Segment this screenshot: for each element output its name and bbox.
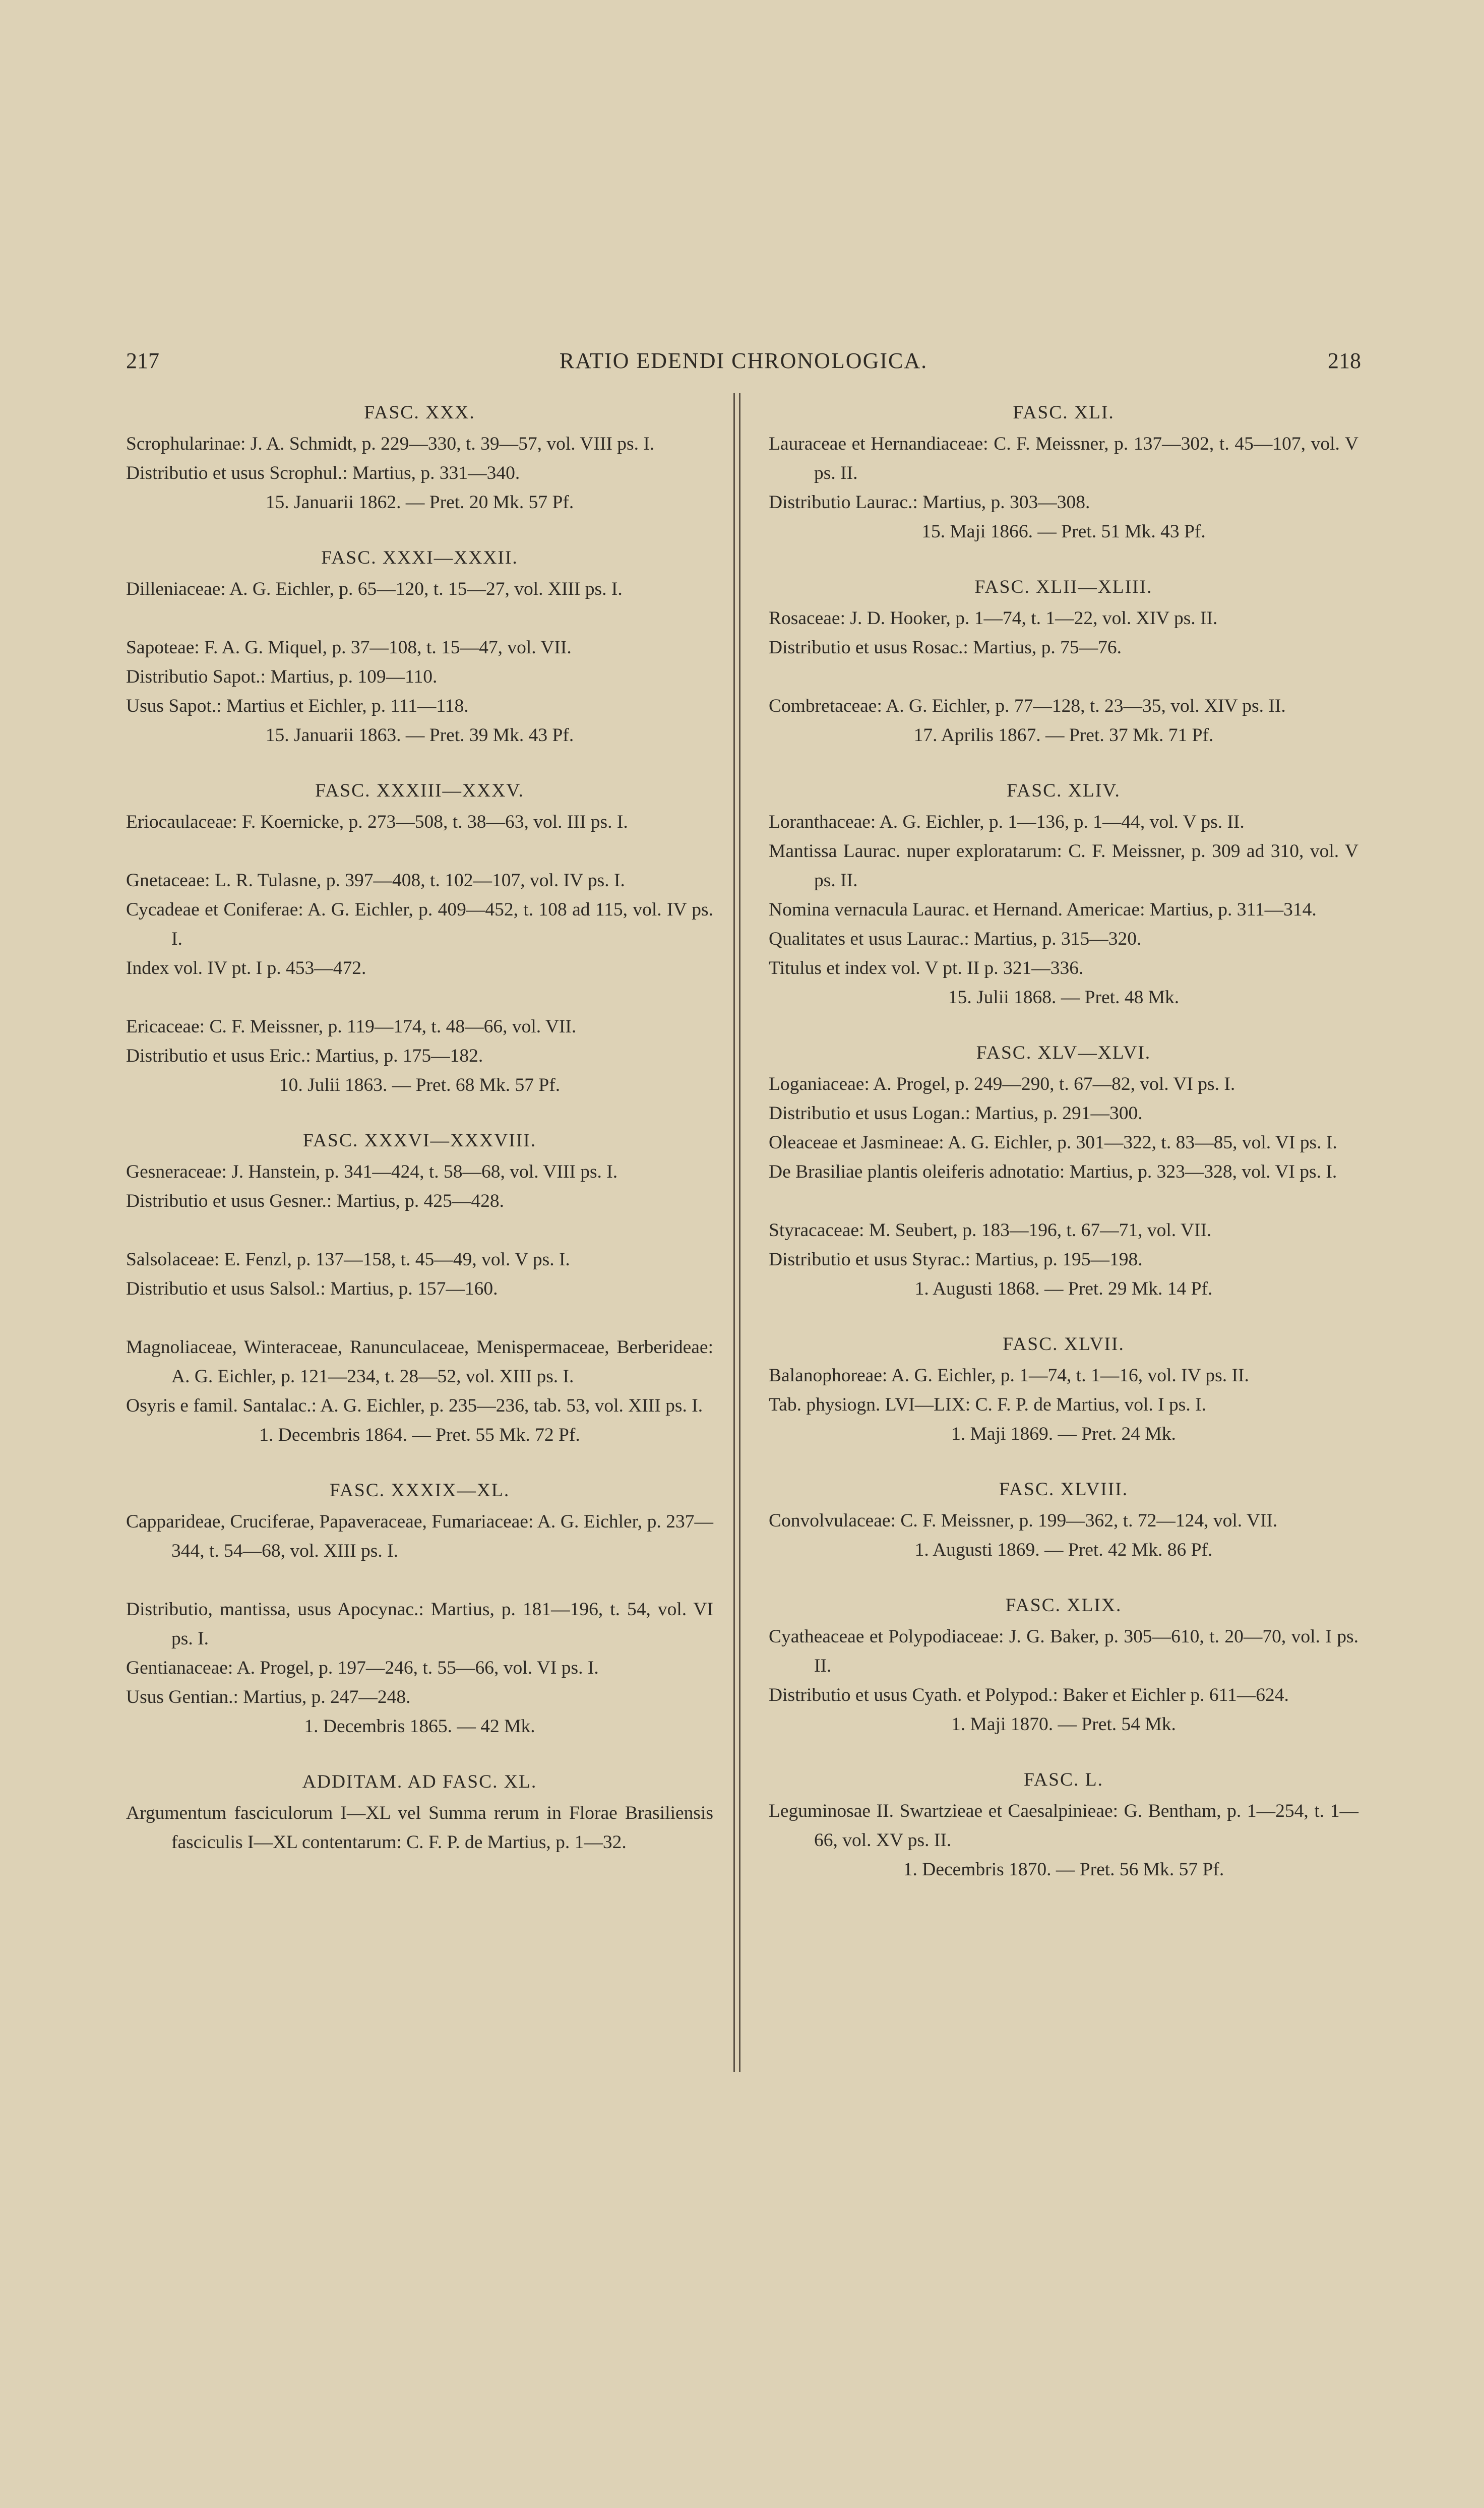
- entry: Index vol. IV pt. I p. 453—472.: [126, 958, 366, 978]
- fascicle-heading: FASC. XLIX.: [1005, 1595, 1122, 1616]
- date-price-line: 1. Decembris 1864. — Pret. 55 Mk. 72 Pf.: [259, 1425, 580, 1445]
- fascicle-heading: FASC. XXX.: [364, 402, 475, 423]
- left-column: [126, 398, 713, 1857]
- entry: Dilleniaceae: A. G. Eichler, p. 65—120, t. 15—27, vol. XIII ps. I.: [126, 579, 623, 599]
- entry: Gentianaceae: A. Progel, p. 197—246, t. 55—66, vol. VI ps. I.: [126, 1658, 599, 1678]
- entry: Capparideae, Cruciferae, Papaveraceae, Fumariaceae: A. G. Eichler, p. 237—344, t. 54—68, vol. XIII ps. I.: [126, 1511, 713, 1561]
- right-column: [769, 398, 1358, 1884]
- fascicle-section: [769, 573, 1358, 750]
- entry: Osyris e famil. Santalac.: A. G. Eichler, p. 235—236, tab. 53, vol. XIII ps. I.: [126, 1395, 703, 1416]
- entry: Distributio et usus Rosac.: Martius, p. 75—76.: [769, 637, 1122, 658]
- running-header: [126, 348, 1361, 383]
- date-price-line: 1. Augusti 1869. — Pret. 42 Mk. 86 Pf.: [914, 1540, 1213, 1560]
- entry: Ericaceae: C. F. Meissner, p. 119—174, t. 48—66, vol. VII.: [126, 1016, 577, 1037]
- entry: Loganiaceae: A. Progel, p. 249—290, t. 67—82, vol. VI ps. I.: [769, 1074, 1235, 1094]
- entry: Usus Gentian.: Martius, p. 247—248.: [126, 1687, 411, 1707]
- date-price-line: 17. Aprilis 1867. — Pret. 37 Mk. 71 Pf.: [913, 725, 1214, 746]
- date-price-line: 1. Decembris 1865. — 42 Mk.: [304, 1716, 535, 1737]
- fascicle-section: [769, 1038, 1358, 1304]
- entry: Eriocaulaceae: F. Koernicke, p. 273—508, t. 38—63, vol. III ps. I.: [126, 812, 628, 832]
- entry: Distributio et usus Logan.: Martius, p. 291—300.: [769, 1103, 1143, 1124]
- fascicle-section: [126, 543, 713, 750]
- entry: Styracaceae: M. Seubert, p. 183—196, t. 67—71, vol. VII.: [769, 1220, 1212, 1241]
- date-price-line: 15. Maji 1866. — Pret. 51 Mk. 43 Pf.: [921, 521, 1206, 542]
- fascicle-heading: FASC. XLI.: [1013, 402, 1115, 423]
- entry: Distributio Sapot.: Martius, p. 109—110.: [126, 666, 438, 687]
- date-price-line: 15. Julii 1868. — Pret. 48 Mk.: [948, 987, 1180, 1008]
- fascicle-section: [126, 1767, 713, 1857]
- date-price-line: 15. Januarii 1863. — Pret. 39 Mk. 43 Pf.: [265, 725, 574, 746]
- entry: Convolvulaceae: C. F. Meissner, p. 199—362, t. 72—124, vol. VII.: [769, 1510, 1278, 1531]
- running-title: RATIO EDENDI CHRONOLOGICA.: [559, 348, 928, 373]
- column-divider-rule: [739, 393, 740, 2072]
- entry: Qualitates et usus Laurac.: Martius, p. 315—320.: [769, 929, 1142, 949]
- date-price-line: 1. Maji 1870. — Pret. 54 Mk.: [951, 1714, 1176, 1735]
- entry: Distributio et usus Styrac.: Martius, p. 195—198.: [769, 1249, 1143, 1270]
- fascicle-section: [769, 1591, 1358, 1739]
- entry: Distributio et usus Eric.: Martius, p. 175—182.: [126, 1046, 483, 1066]
- entry: Cycadeae et Coniferae: A. G. Eichler, p. 409—452, t. 108 ad 115, vol. IV ps. I.: [126, 899, 713, 949]
- entry: Loranthaceae: A. G. Eichler, p. 1—136, p. 1—44, vol. V ps. II.: [769, 812, 1245, 832]
- column-divider-rule: [733, 393, 735, 2072]
- entry: Cyatheaceae et Polypodiaceae: J. G. Baker, p. 305—610, t. 20—70, vol. I ps. II.: [769, 1626, 1358, 1676]
- entry: Distributio et usus Cyath. et Polypod.: Baker et Eichler p. 611—624.: [769, 1685, 1289, 1705]
- fascicle-heading: FASC. XLVIII.: [999, 1479, 1129, 1500]
- fascicle-heading: FASC. XLII—XLIII.: [974, 577, 1153, 597]
- date-price-line: 15. Januarii 1862. — Pret. 20 Mk. 57 Pf.: [265, 492, 574, 513]
- fascicle-heading: FASC. XXXIX—XL.: [329, 1480, 510, 1501]
- entry: Combretaceae: A. G. Eichler, p. 77—128, t. 23—35, vol. XIV ps. II.: [769, 696, 1286, 716]
- page-number-left: 217: [126, 348, 159, 373]
- entry: Sapoteae: F. A. G. Miquel, p. 37—108, t. 15—47, vol. VII.: [126, 637, 572, 658]
- fascicle-section: [126, 776, 713, 1100]
- date-price-line: 1. Maji 1869. — Pret. 24 Mk.: [951, 1424, 1176, 1444]
- page-number-right: 218: [1328, 348, 1361, 373]
- entry: Balanophoreae: A. G. Eichler, p. 1—74, t. 1—16, vol. IV ps. II.: [769, 1365, 1249, 1386]
- fascicle-section: [769, 776, 1358, 1012]
- fascicle-section: [769, 398, 1358, 546]
- fascicle-heading: FASC. XLV—XLVI.: [976, 1043, 1151, 1063]
- fascicle-section: [126, 398, 713, 517]
- entry: Distributio, mantissa, usus Apocynac.: Martius, p. 181—196, t. 54, vol. VI ps. I.: [126, 1599, 713, 1649]
- fascicle-heading: FASC. L.: [1023, 1769, 1104, 1790]
- entry: Argumentum fasciculorum I—XL vel Summa rerum in Florae Brasiliensis fasciculis I—XL contentarum: C. F. P. de Martius, p. 1—32.: [126, 1803, 713, 1853]
- entry: Distributio et usus Gesner.: Martius, p. 425—428.: [126, 1191, 504, 1211]
- fascicle-section: [126, 1126, 713, 1450]
- fascicle-section: [769, 1475, 1358, 1565]
- fascicle-heading: ADDITAM. AD FASC. XL.: [302, 1771, 537, 1792]
- entry: Mantissa Laurac. nuper exploratarum: C. F. Meissner, p. 309 ad 310, vol. V ps. II.: [769, 841, 1358, 891]
- date-price-line: 1. Decembris 1870. — Pret. 56 Mk. 57 Pf.: [903, 1859, 1224, 1880]
- entry: Oleaceae et Jasmineae: A. G. Eichler, p. 301—322, t. 83—85, vol. VI ps. I.: [769, 1132, 1337, 1153]
- fascicle-heading: FASC. XLIV.: [1007, 780, 1121, 801]
- entry: Lauraceae et Hernandiaceae: C. F. Meissner, p. 137—302, t. 45—107, vol. V ps. II.: [769, 434, 1358, 483]
- entry: Scrophularinae: J. A. Schmidt, p. 229—330, t. 39—57, vol. VIII ps. I.: [126, 434, 655, 454]
- fascicle-section: [769, 1765, 1358, 1884]
- entry: Titulus et index vol. V pt. II p. 321—336.: [769, 958, 1084, 978]
- entry: Gnetaceae: L. R. Tulasne, p. 397—408, t. 102—107, vol. IV ps. I.: [126, 870, 625, 891]
- date-price-line: 10. Julii 1863. — Pret. 68 Mk. 57 Pf.: [279, 1075, 561, 1095]
- entry: Usus Sapot.: Martius et Eichler, p. 111—118.: [126, 696, 469, 716]
- fascicle-section: [126, 1476, 713, 1741]
- entry: Gesneraceae: J. Hanstein, p. 341—424, t. 58—68, vol. VIII ps. I.: [126, 1161, 618, 1182]
- fascicle-heading: FASC. XXXVI—XXXVIII.: [302, 1130, 537, 1151]
- fascicle-heading: FASC. XXXI—XXXII.: [321, 547, 518, 568]
- entry: De Brasiliae plantis oleiferis adnotatio: Martius, p. 323—328, vol. VI ps. I.: [769, 1161, 1337, 1182]
- entry: Nomina vernacula Laurac. et Hernand. Americae: Martius, p. 311—314.: [769, 899, 1317, 920]
- fascicle-section: [769, 1330, 1358, 1449]
- entry: Distributio Laurac.: Martius, p. 303—308.: [769, 492, 1090, 513]
- entry: Magnoliaceae, Winteraceae, Ranunculaceae, Menispermaceae, Berberideae: A. G. Eichler, p. 121—234, t. 28—52, vol. XIII ps. I.: [126, 1337, 713, 1387]
- entry: Leguminosae II. Swartzieae et Caesalpinieae: G. Bentham, p. 1—254, t. 1—66, vol. XV ps. II.: [769, 1801, 1358, 1851]
- fascicle-heading: FASC. XLVII.: [1003, 1334, 1125, 1355]
- entry: Distributio et usus Scrophul.: Martius, p. 331—340.: [126, 463, 520, 483]
- entry: Distributio et usus Salsol.: Martius, p. 157—160.: [126, 1278, 498, 1299]
- entry: Salsolaceae: E. Fenzl, p. 137—158, t. 45—49, vol. V ps. I.: [126, 1249, 570, 1270]
- entry: Tab. physiogn. LVI—LIX: C. F. P. de Martius, vol. I ps. I.: [769, 1394, 1206, 1415]
- entry: Rosaceae: J. D. Hooker, p. 1—74, t. 1—22, vol. XIV ps. II.: [769, 608, 1218, 629]
- fascicle-heading: FASC. XXXIII—XXXV.: [315, 780, 524, 801]
- date-price-line: 1. Augusti 1868. — Pret. 29 Mk. 14 Pf.: [914, 1278, 1213, 1299]
